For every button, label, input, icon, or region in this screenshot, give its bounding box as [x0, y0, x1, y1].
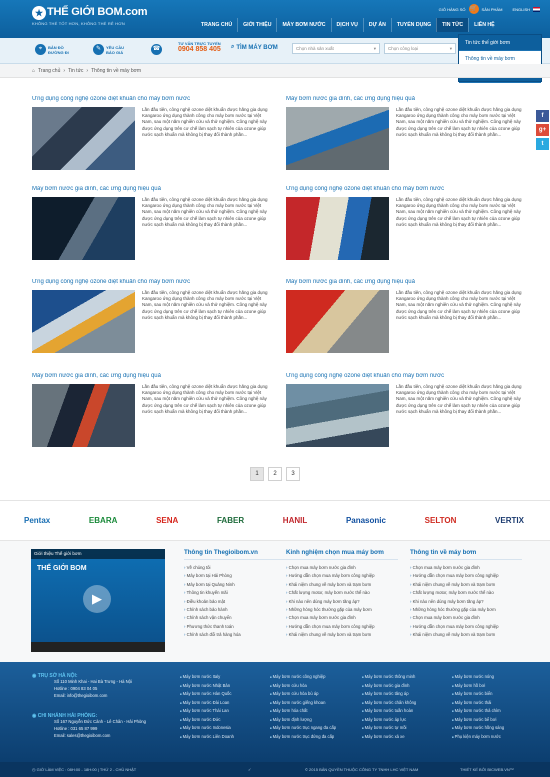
- footer-link[interactable]: ■ Máy bơm nước Đức: [180, 716, 234, 725]
- maker-select[interactable]: [292, 43, 380, 54]
- column-link[interactable]: › Khái niệm chung về máy bơm và trạm bơm: [410, 631, 522, 639]
- nav-home[interactable]: TRANG CHỦ: [201, 22, 233, 28]
- column-link[interactable]: › Chọn mua máy bơm nước gia đình: [410, 614, 522, 622]
- footer-link[interactable]: ■ Máy bơm nước gia đình: [362, 682, 416, 691]
- footer-link[interactable]: ■ Máy bơm cứu hỏa: [270, 682, 336, 691]
- footer-link[interactable]: ■ Máy bơm nước áp lực: [362, 716, 416, 725]
- search-label-text: TÌM MÁY BƠM: [236, 44, 278, 51]
- map-label-1: BẢN ĐỒ: [48, 44, 64, 50]
- dropdown-pump-info[interactable]: Thông tin về máy bơm: [459, 51, 541, 67]
- article-excerpt: Lần đầu tiên, công nghệ ozone diệt khuẩn được hãng gia dụng Kangaroo ứng dụng thành công cho máy bơm nước tại Việt Nam, sau một năm nghiên cứu và thử nghiệm. Công nghệ này được ứng dụng trên cơ chế làm sạch tự nhiên của ozone giúp nước sạch khuẩn mà không bị thay đổi thành phần...: [142, 107, 268, 137]
- footer-link[interactable]: ■ Máy bơm nước tự mồi: [362, 724, 416, 733]
- map-link[interactable]: [35, 44, 69, 55]
- footer-link[interactable]: ■ Máy bơm nước chân không: [362, 699, 416, 708]
- footer-link[interactable]: ■ Máy bơm nước Liên Doanh: [180, 733, 234, 742]
- article-excerpt: Lần đầu tiên, công nghệ ozone diệt khuẩn được hãng gia dụng Kangaroo ứng dụng thành công cho máy bơm nước tại Việt Nam, sau một năm nghiên cứu và thử nghiệm. Công nghệ này được ứng dụng trên cơ chế làm sạch tự nhiên của ozone giúp nước sạch khuẩn mà không bị thay đổi thành phần...: [396, 197, 522, 227]
- article-thumbnail[interactable]: [32, 384, 135, 447]
- footer-link[interactable]: ■ Máy bơm nước thả chìm: [452, 707, 504, 716]
- column-link[interactable]: › Điều khoản bảo mật: [184, 598, 296, 606]
- top-links: [439, 4, 540, 14]
- article-title[interactable]: Máy bơm nước gia đình, các ứng dụng hiệu quả: [32, 373, 161, 379]
- info-column: [410, 549, 522, 640]
- footer-link[interactable]: ■ Máy bơm nước trục đứng đa cấp: [270, 733, 336, 742]
- footer-link[interactable]: ■ Máy bơm nước xả xe: [362, 733, 416, 742]
- breadcrumb-news[interactable]: Tin tức: [68, 68, 84, 74]
- brand-logo[interactable]: EBARA: [88, 515, 118, 525]
- column-link[interactable]: › Những hỏng hóc thường gặp của máy bơm: [410, 606, 522, 614]
- office-email[interactable]: Email: sales@thegioibom.com: [54, 732, 111, 738]
- column-link[interactable]: › Khi nào nên dùng máy bơm tăng áp?: [410, 598, 522, 606]
- footer-link[interactable]: ■ Máy bơm nước Italy: [180, 673, 234, 682]
- slogan: KHÔNG THỂ TỐT HƠN, KHÔNG THỂ RẺ HƠN: [32, 21, 125, 26]
- page-1-button[interactable]: 1: [250, 467, 264, 481]
- footer-link[interactable]: ■ Phụ kiện máy bơm nước: [452, 733, 504, 742]
- main-nav: [196, 18, 500, 32]
- footer-column: [180, 673, 234, 741]
- article-excerpt: Lần đầu tiên, công nghệ ozone diệt khuẩn được hãng gia dụng Kangaroo ứng dụng thành công cho máy bơm nước tại Việt Nam, sau một năm nghiên cứu và thử nghiệm. Công nghệ này được ứng dụng trên cơ chế làm sạch tự nhiên của ozone giúp nước sạch khuẩn mà không bị thay đổi thành phần...: [142, 384, 268, 414]
- document-icon: ✎: [93, 44, 104, 55]
- nav-about[interactable]: GIỚI THIỆU: [237, 18, 276, 32]
- article-title[interactable]: Máy bơm nước gia đình, các ứng dụng hiệu quả: [286, 279, 415, 285]
- footer-link[interactable]: ■ Máy bơm nước nóng: [452, 673, 504, 682]
- video-player[interactable]: [31, 549, 165, 652]
- article-thumbnail[interactable]: [286, 107, 389, 170]
- design-credit[interactable]: THIẾT KẾ BỞI BICWEB.VN™: [460, 767, 514, 772]
- footer-link[interactable]: ■ Máy bơm hóa chất: [270, 707, 336, 716]
- article-thumbnail[interactable]: [286, 290, 389, 353]
- guide-link[interactable]: GIỎ HÀNG SỐ: [438, 6, 466, 12]
- column-link[interactable]: › Chính sách vận chuyển: [184, 614, 296, 622]
- article-thumbnail[interactable]: [286, 384, 389, 447]
- article-card: [286, 279, 522, 359]
- article-title[interactable]: Ứng dụng công nghệ ozone diệt khuẩn cho máy bơm nước: [32, 96, 191, 102]
- footer-link[interactable]: ■ Máy bơm nước tuần hoàn: [362, 707, 416, 716]
- column-link[interactable]: › Phương thức thanh toán: [184, 623, 296, 631]
- chevron-down-icon: ▾: [449, 46, 452, 51]
- quote-link[interactable]: [93, 44, 124, 55]
- office-address: Số 110 Minh Khai - Hai Bà Trưng - Hà Nội: [54, 679, 132, 684]
- column-link[interactable]: › Máy bơm tại Quảng Ninh: [184, 581, 296, 589]
- hanoi-office: [32, 673, 172, 699]
- social-bar: [536, 110, 549, 152]
- brand-logos: [24, 510, 524, 530]
- info-column: [286, 549, 398, 640]
- footer-link[interactable]: ■ Máy bơm định lượng: [270, 716, 336, 725]
- office-title-text: CHI NHÁNH HẢI PHÒNG:: [37, 713, 98, 719]
- nav-careers[interactable]: TUYỂN DỤNG: [391, 18, 436, 32]
- map-pin-icon: ⌖: [35, 44, 46, 55]
- cart-icon[interactable]: 🛒: [469, 6, 478, 12]
- page-3-button[interactable]: 3: [286, 467, 300, 481]
- logo-text[interactable]: THẾ GIỚI BOM.com: [47, 6, 148, 18]
- working-hours-text: GIỜ LÀM VIỆC : 08H:00 - 18H:00 | THỨ 2 - CHỦ NHẬT: [36, 767, 137, 772]
- breadcrumb-home[interactable]: Trang chủ: [38, 68, 61, 74]
- hotline-number: 0904 858 405: [178, 46, 221, 53]
- column-link[interactable]: › Chất lượng motor, máy bơm nước thế nào: [410, 589, 522, 597]
- brand-logo[interactable]: SENA: [156, 515, 179, 525]
- brand-logo[interactable]: FABER: [216, 515, 245, 525]
- column-link[interactable]: › Khái niệm chung về máy bơm và trạm bơm: [286, 631, 398, 639]
- column-link[interactable]: › Chọn mua máy bơm nước gia đình: [410, 564, 522, 572]
- products-link[interactable]: SẢN PHẨM: [481, 6, 503, 12]
- column-link[interactable]: › Khái niệm chung về máy bơm và trạm bơm: [286, 581, 398, 589]
- column-link[interactable]: › Những hỏng hóc thường gặp của máy bơm: [286, 606, 398, 614]
- article-excerpt: Lần đầu tiên, công nghệ ozone diệt khuẩn được hãng gia dụng Kangaroo ứng dụng thành công cho máy bơm nước tại Việt Nam, sau một năm nghiên cứu và thử nghiệm. Công nghệ này được ứng dụng trên cơ chế làm sạch tự nhiên của ozone giúp nước sạch khuẩn mà không bị thay đổi thành phần...: [396, 107, 522, 137]
- article-title[interactable]: Ứng dụng công nghệ ozone diệt khuẩn cho máy bơm nước: [32, 279, 191, 285]
- logo-icon[interactable]: ★: [32, 6, 46, 20]
- column-link[interactable]: › Chính sách bảo hành: [184, 606, 296, 614]
- column-link[interactable]: › Hướng dẫn chọn mua máy bơm công nghiệp: [286, 623, 398, 631]
- video-title: Giới thiệu Thế giới bơm: [31, 549, 165, 559]
- column-link[interactable]: › Máy bơm tại Hải Phòng: [184, 572, 296, 580]
- nav-contact[interactable]: LIÊN HỆ: [468, 18, 499, 32]
- map-label-2: ĐƯỜNG ĐI: [48, 49, 69, 55]
- footer-link[interactable]: ■ Máy bơm nước Nhật Bản: [180, 682, 234, 691]
- column-link[interactable]: › Chọn mua máy bơm nước gia đình: [286, 564, 398, 572]
- footer-link[interactable]: ■ Máy bơm nước thải: [452, 699, 504, 708]
- play-icon[interactable]: ▶: [83, 585, 111, 613]
- brand-logo[interactable]: Pentax: [24, 515, 51, 525]
- column-link[interactable]: › Hướng dẫn chọn mua máy bơm công nghiệp: [410, 572, 522, 580]
- breadcrumb: ⌂ Trang chủ › Tin tức › Thông tin về máy bơm: [32, 68, 142, 74]
- column-link[interactable]: › Hướng dẫn chọn mua máy bơm công nghiệp: [286, 572, 398, 580]
- video-controls[interactable]: [31, 642, 165, 652]
- search-icon: ⌕: [231, 44, 235, 50]
- copyright: © 2015 BẢN QUYỀN THUỘC CÔNG TY TNHH LHC VIỆT NAM: [305, 767, 419, 772]
- footer-link[interactable]: ■ Máy bơm nước tăng áp: [362, 690, 416, 699]
- search-label: [231, 44, 278, 51]
- office-title-text: TRỤ SỞ HÀ NỘI:: [37, 673, 78, 679]
- footer-link[interactable]: ■ Máy bơm nước thông minh: [362, 673, 416, 682]
- chevron-down-icon: ▾: [373, 46, 376, 51]
- brand-logo[interactable]: SELTON: [424, 515, 457, 525]
- office-address: Số 167 Nguyễn Đức Cảnh - Lê Chân - Hải Phòng: [54, 719, 146, 724]
- quote-label-1: YÊU CẦU: [106, 44, 125, 50]
- footer-link[interactable]: ■ Máy bơm nước công nghiệp: [270, 673, 336, 682]
- column-link[interactable]: › Khái niệm chung về máy bơm và trạm bơm: [410, 581, 522, 589]
- column-link[interactable]: › Về chúng tôi: [184, 564, 296, 572]
- article-title[interactable]: Ứng dụng công nghệ ozone diệt khuẩn cho máy bơm nước: [286, 186, 445, 192]
- article-card: [32, 186, 268, 266]
- footer-column: [362, 673, 416, 741]
- google-plus-icon[interactable]: g+: [536, 124, 549, 136]
- office-email[interactable]: Email: info@thegioibom.com: [54, 692, 108, 698]
- footer-column: [452, 673, 504, 741]
- footer-link[interactable]: ■ Máy bơm nước trục ngang đa cấp: [270, 724, 336, 733]
- footer-link[interactable]: ■ Máy bơm nước Hàn Quốc: [180, 690, 234, 699]
- haiphong-office: [32, 713, 172, 739]
- footer-link[interactable]: ■ Máy bơm nước giếng khoan: [270, 699, 336, 708]
- footer-column: [270, 673, 336, 741]
- footer-link[interactable]: ■ Máy bơm hồ bơi: [452, 682, 504, 691]
- column-link[interactable]: › Chọn mua máy bơm nước gia đình: [286, 614, 398, 622]
- article-title[interactable]: Máy bơm nước gia đình, các ứng dụng hiệu quả: [286, 96, 415, 102]
- quote-label-2: BÁO GIÁ: [106, 49, 124, 55]
- breadcrumb-current: Thông tin về máy bơm: [91, 68, 142, 74]
- article-card: [32, 373, 268, 453]
- article-card: [32, 279, 268, 359]
- article-card: [32, 96, 268, 176]
- article-title[interactable]: Ứng dụng công nghệ ozone diệt khuẩn cho máy bơm nước: [286, 373, 445, 379]
- column-title: Thông tin Thegioibom.vn: [184, 549, 296, 560]
- pagination: [0, 467, 550, 481]
- column-title: Thông tin về máy bơm: [410, 549, 522, 560]
- column-link[interactable]: › Hướng dẫn chọn mua máy bơm công nghiệp: [410, 623, 522, 631]
- article-thumbnail[interactable]: [32, 107, 135, 170]
- article-card: [286, 96, 522, 176]
- brand-logo[interactable]: VERTIX: [495, 515, 524, 525]
- footer-bottom-bar: [0, 762, 550, 777]
- footer-link[interactable]: ■ Máy bơm nước Đài Loan: [180, 699, 234, 708]
- nav-services[interactable]: DỊCH VỤ: [331, 18, 363, 32]
- column-link[interactable]: › Chính sách đổi trả hàng hóa: [184, 631, 296, 639]
- column-link[interactable]: › Thông tin khuyến mãi: [184, 589, 296, 597]
- info-column: [184, 549, 296, 640]
- video-logo: THẾ GIỚI BOM: [37, 565, 87, 572]
- column-link[interactable]: › Chất lượng motor, máy bơm nước thế nào: [286, 589, 398, 597]
- footer-link[interactable]: ■ Máy bơm cứu hỏa bù áp: [270, 690, 336, 699]
- phone-icon: ☎: [151, 44, 162, 55]
- footer-link[interactable]: ■ Máy bơm nước bể bơi: [452, 716, 504, 725]
- location-icon: ◉: [32, 713, 38, 719]
- location-icon: ◉: [32, 673, 38, 679]
- brand-logo[interactable]: HANIL: [282, 515, 308, 525]
- nav-pumps[interactable]: MÁY BƠM NƯỚC: [276, 18, 330, 32]
- article-excerpt: Lần đầu tiên, công nghệ ozone diệt khuẩn được hãng gia dụng Kangaroo ứng dụng thành công cho máy bơm nước tại Việt Nam, sau một năm nghiên cứu và thử nghiệm. Công nghệ này được ứng dụng trên cơ chế làm sạch tự nhiên của ozone giúp nước sạch khuẩn mà không bị thay đổi thành phần...: [142, 290, 268, 320]
- article-excerpt: Lần đầu tiên, công nghệ ozone diệt khuẩn được hãng gia dụng Kangaroo ứng dụng thành công cho máy bơm nước tại Việt Nam, sau một năm nghiên cứu và thử nghiệm. Công nghệ này được ứng dụng trên cơ chế làm sạch tự nhiên của ozone giúp nước sạch khuẩn mà không bị thay đổi thành phần...: [396, 290, 522, 320]
- article-excerpt: Lần đầu tiên, công nghệ ozone diệt khuẩn được hãng gia dụng Kangaroo ứng dụng thành công cho máy bơm nước tại Việt Nam, sau một năm nghiên cứu và thử nghiệm. Công nghệ này được ứng dụng trên cơ chế làm sạch tự nhiên của ozone giúp nước sạch khuẩn mà không bị thay đổi thành phần...: [142, 197, 268, 227]
- article-title[interactable]: Máy bơm nước gia đình, các ứng dụng hiệu quả: [32, 186, 161, 192]
- column-title: Kinh nghiệm chọn mua máy bơm: [286, 549, 398, 560]
- home-icon: ⌂: [32, 68, 36, 74]
- article-excerpt: Lần đầu tiên, công nghệ ozone diệt khuẩn được hãng gia dụng Kangaroo ứng dụng thành công cho máy bơm nước tại Việt Nam, sau một năm nghiên cứu và thử nghiệm. Công nghệ này được ứng dụng trên cơ chế làm sạch tự nhiên của ozone giúp nước sạch khuẩn mà không bị thay đổi thành phần...: [396, 384, 522, 414]
- hotline[interactable]: [178, 41, 221, 53]
- english-link[interactable]: ENGLISH: [512, 6, 530, 12]
- office-hotline: Hotline : 031 65 87 999: [54, 725, 98, 731]
- page-2-button[interactable]: 2: [268, 467, 282, 481]
- nav-news[interactable]: TIN TỨC: [436, 18, 468, 32]
- brand-logo[interactable]: Panasonic: [345, 515, 386, 525]
- uk-flag-icon[interactable]: [533, 7, 540, 12]
- article-card: [286, 373, 522, 453]
- footer-link[interactable]: ■ Máy bơm nước biển: [452, 690, 504, 699]
- type-select[interactable]: [384, 43, 456, 54]
- office-hotline: Hotline : 0904 83 04 05: [54, 685, 98, 691]
- article-thumbnail[interactable]: [32, 290, 135, 353]
- footer-link[interactable]: ■ Máy bơm nước Indonesia: [180, 724, 234, 733]
- hotline-label: TƯ VẤN TRỰC TUYẾN: [178, 41, 221, 46]
- clock-icon: ◷: [32, 767, 37, 772]
- maker-select-value: Chọn nhà sản xuất: [296, 46, 334, 51]
- trust-badge-icon[interactable]: ✓: [248, 767, 252, 772]
- article-thumbnail[interactable]: [286, 197, 389, 260]
- facebook-icon[interactable]: f: [536, 110, 549, 122]
- nav-projects[interactable]: DỰ ÁN: [363, 18, 391, 32]
- working-hours: [32, 762, 136, 777]
- twitter-icon[interactable]: t: [536, 138, 549, 150]
- dropdown-world-news[interactable]: Tin tức thế giới bơm: [459, 35, 541, 51]
- footer-link[interactable]: ■ Máy bơm nước hồng sáng: [452, 724, 504, 733]
- type-select-value: Chọn công loại: [388, 46, 419, 51]
- column-link[interactable]: › Khi nào nên dùng máy bơm tăng áp?: [286, 598, 398, 606]
- footer-link[interactable]: ■ Máy bơm nước Thái Lan: [180, 707, 234, 716]
- article-card: [286, 186, 522, 266]
- article-thumbnail[interactable]: [32, 197, 135, 260]
